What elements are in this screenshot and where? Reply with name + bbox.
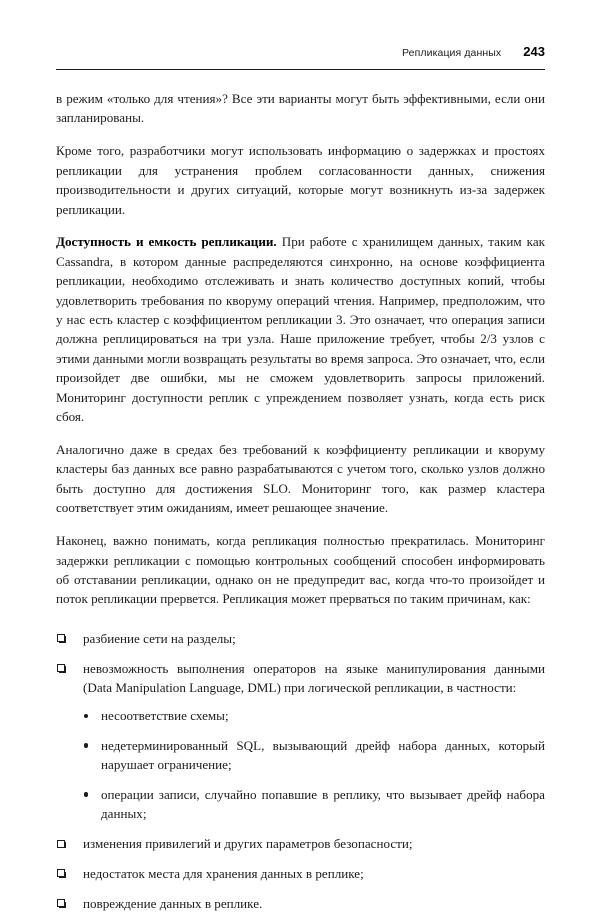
round-bullet-icon (84, 743, 88, 747)
running-head (56, 44, 545, 59)
text-column (56, 89, 545, 913)
running-head-chapter-title: Репликация данных (402, 47, 502, 59)
runin-body-text: При работе с хранилищем данных, таким как Cassandra, в котором данные распределяются синхронно, на основе коэффициента репликации, необходимо отслеживать и знать количество доступных копий, чтобы удовлетворить требования по кворуму операций чтения. Например, предположим, что у нас есть кластер с коэффициентом репликации 3. Это означает, что операция записи должна реплицироваться на три узла. Наше приложение требует, чтобы 2/3 узлов с этими данными могли возвращать результаты во время запроса. Это означает, что, если произойдет две ошибки, мы не сможем удовлетворить запросы приложений. Мониторинг доступности реплик с упреждением позволяет узнать, когда есть риск сбоя. (56, 234, 545, 425)
list-item (56, 894, 545, 913)
sub-list-item-text: несоответствие схемы; (101, 708, 229, 724)
hollow-square-bullet-icon (57, 899, 65, 907)
sub-list-item (83, 706, 545, 725)
sub-list-item-text: недетерминированный SQL, вызывающий дрейф набора данных, который нарушает ограничение; (101, 737, 545, 773)
list-item (56, 659, 545, 824)
list-item-text: невозможность выполнения операторов на языке манипулирования данными (Data Manipulation Language, DML) при логической репликации, в частности: (83, 660, 545, 696)
hollow-square-bullet-icon (57, 869, 65, 877)
header-divider-rule (56, 69, 545, 70)
list-item (56, 834, 545, 853)
list-item-text: недостаток места для хранения данных в реплике; (83, 865, 364, 881)
page-number: 243 (523, 44, 545, 59)
paragraph-runin-availability (56, 232, 545, 426)
sub-list (83, 706, 545, 823)
list-item (56, 629, 545, 648)
hollow-square-bullet-icon (57, 634, 65, 642)
paragraph-4: Наконец, важно понимать, когда репликация полностью прекратилась. Мониторинг задержки репликации с помощью контрольных сообщений способен информировать об отставании репликации, однако он не предупредит вас, когда что-то произойдет и поток репликации прервется. Репликация может прерваться по таким причинам, как: (56, 533, 545, 607)
sub-list-item (83, 736, 545, 775)
list-item-text: изменения привилегий и других параметров безопасности; (83, 836, 413, 851)
paragraph-2: Кроме того, разработчики могут использовать информацию о задержках и простоях репликации для устранения проблем согласованности данных, снижения производительности и других ситуаций, которые могут возникнуть из-за задержек репликации. (56, 143, 545, 217)
paragraph-1: в режим «только для чтения»? Все эти варианты могут быть эффективными, если они запланированы. (56, 91, 545, 126)
sub-list-item-text: операции записи, случайно попавшие в реплику, что вызывает дрейф набора данных; (101, 786, 545, 822)
list-item-text: повреждение данных в реплике. (83, 895, 263, 911)
hollow-square-bullet-icon (57, 664, 65, 672)
round-bullet-icon (84, 792, 88, 796)
round-bullet-icon (84, 714, 88, 718)
hollow-square-bullet-icon (57, 840, 65, 848)
paragraph-3: Аналогично даже в средах без требований к коэффициенту репликации и кворуму кластеры баз данных все равно разрабатываются с учетом того, сколько узлов должно быть доступно для достижения SLO. Мониторинг того, как размер кластера соответствует этим ожиданиям, имеет решающее значение. (56, 442, 545, 516)
runin-heading: Доступность и емкость репликации. (56, 234, 277, 250)
sub-list-item (83, 785, 545, 824)
list-item-text: разбиение сети на разделы; (83, 630, 236, 646)
list-item (56, 864, 545, 883)
causes-list (56, 629, 545, 913)
